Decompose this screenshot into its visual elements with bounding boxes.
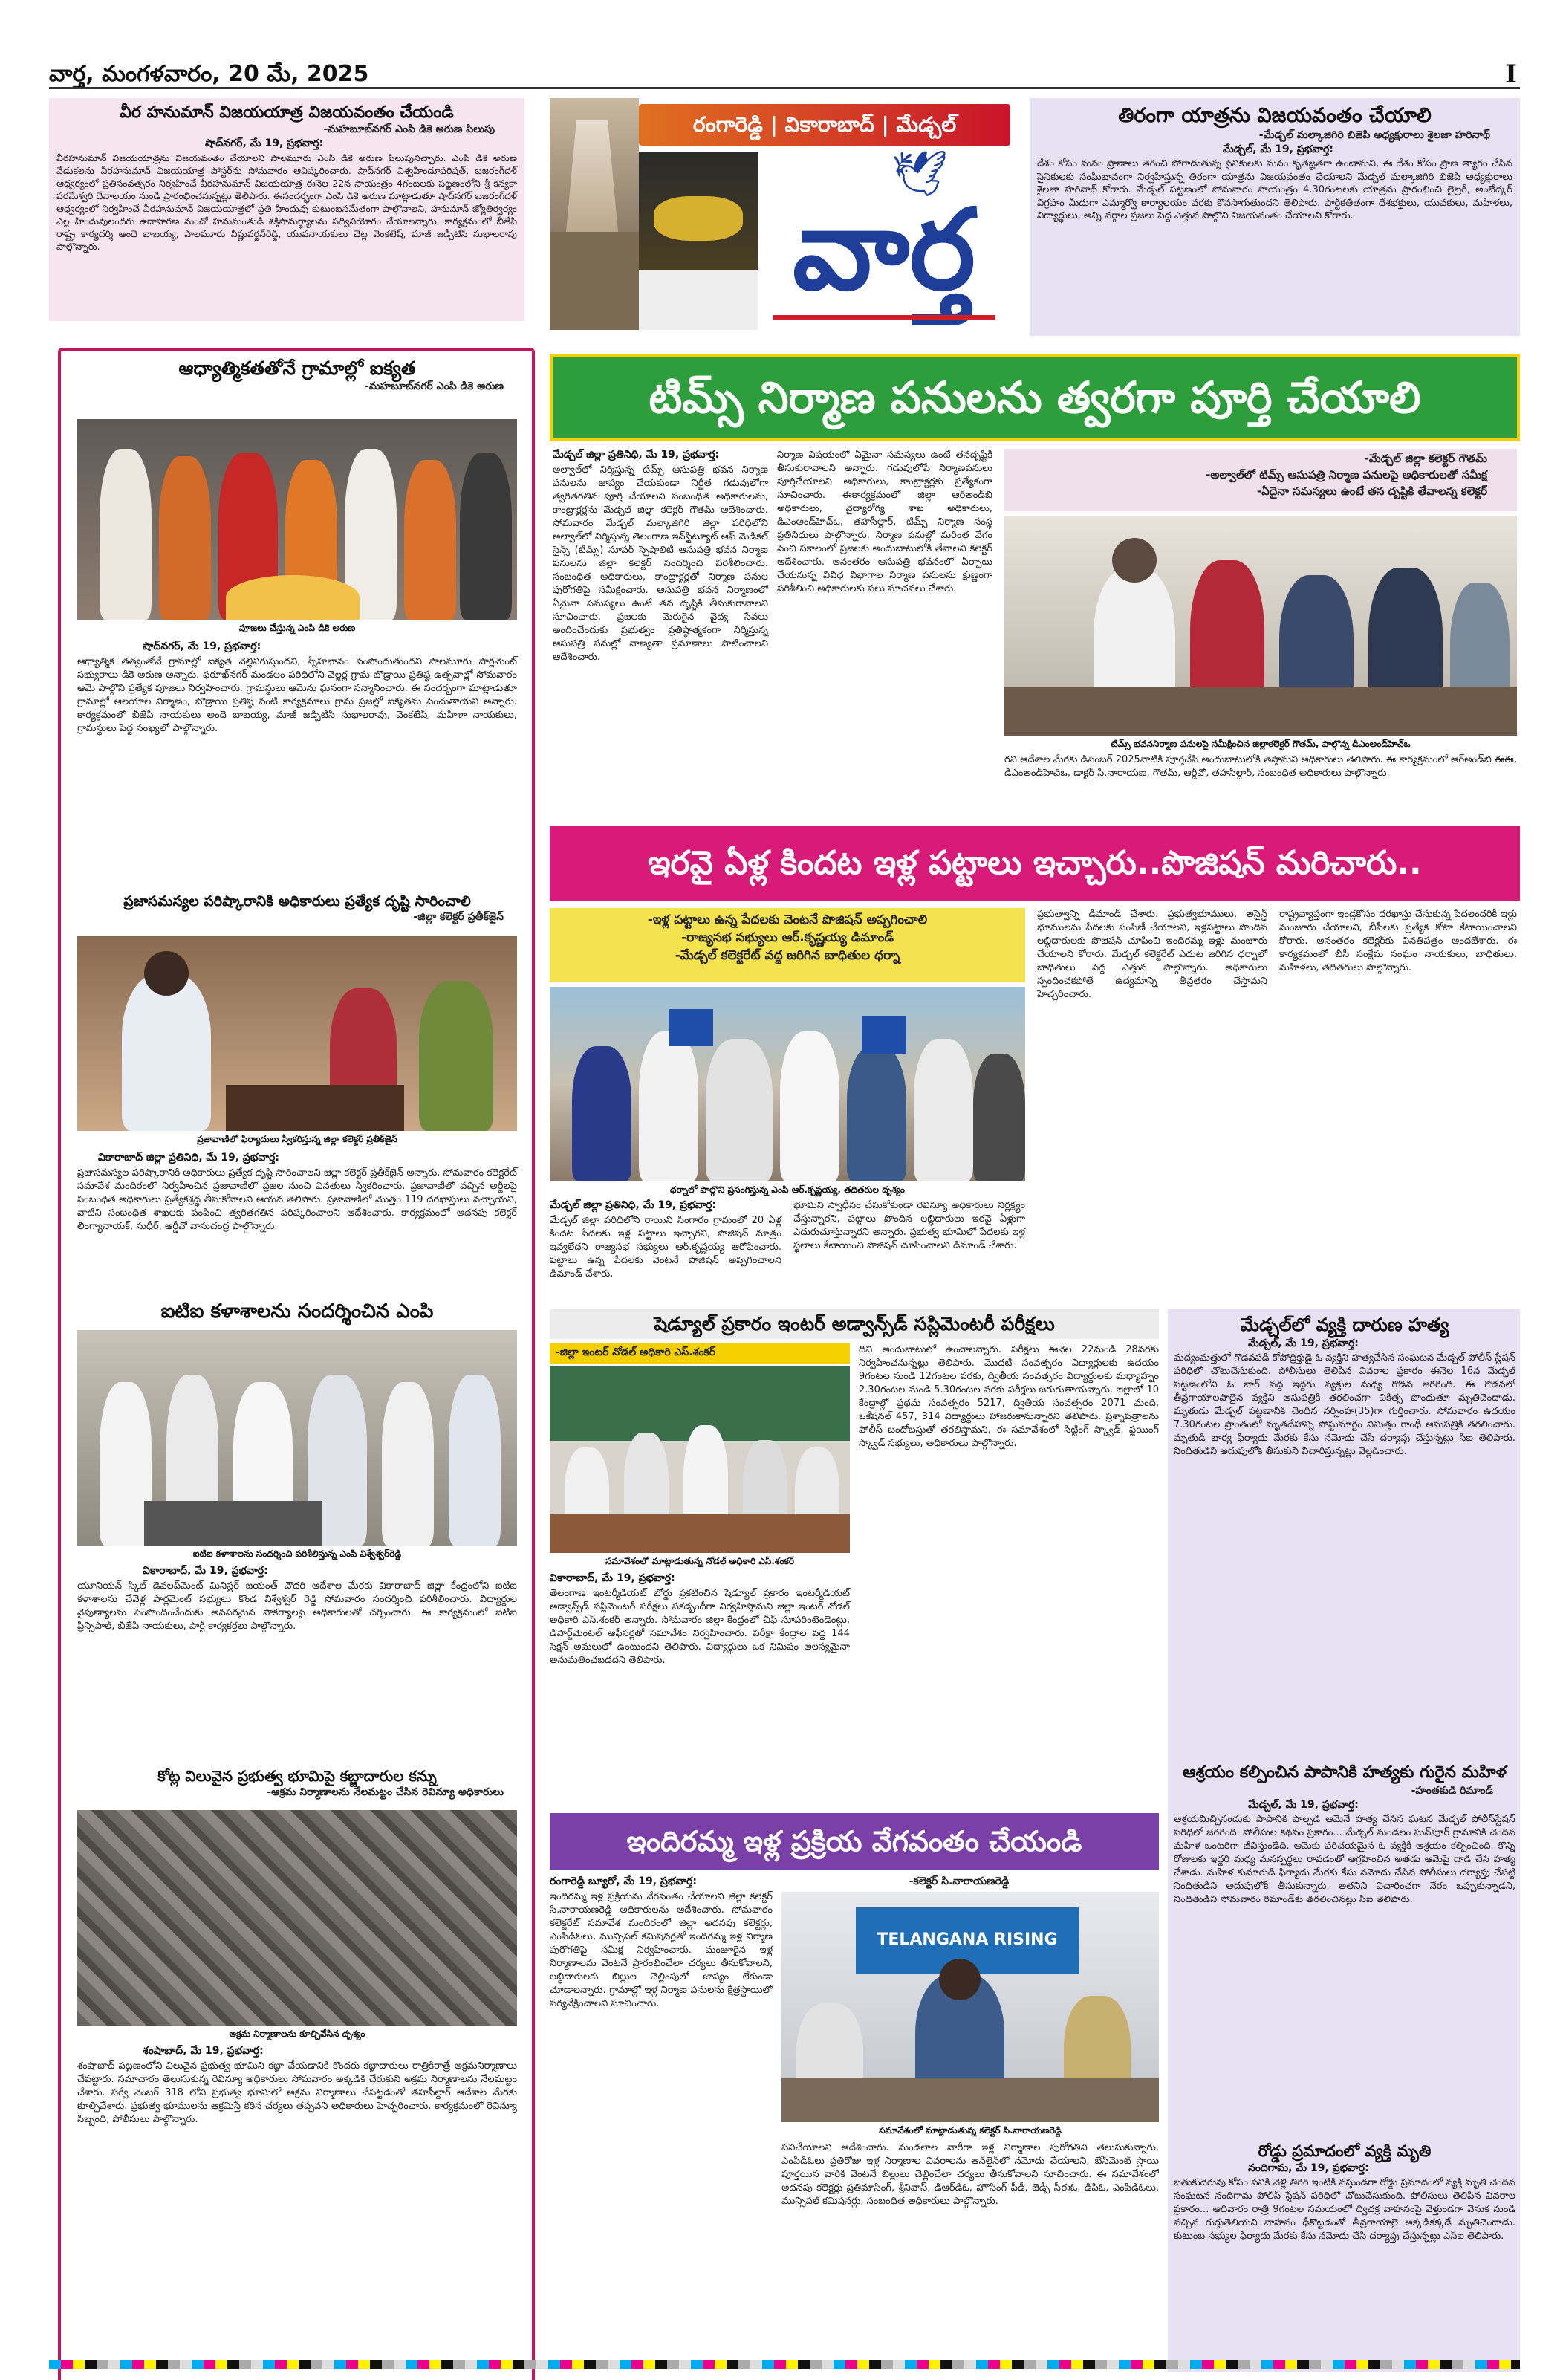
- article-indiramma-subtitle: -కలెక్టర్ సి.నారాయణరెడ్డి: [909, 1875, 1010, 1887]
- article-iti-body: యూనియన్ స్కిల్ డెవలప్‌మెంట్ మినిస్టర్ జయంత్ చౌదరి ఆదేశాల మేరకు వికారాబాద్ జిల్లా కేంద్రంలోని ఐటిఐ కళాశాలను చేవెళ్ల పార్లమెంట్ సభ్యులు కొండ విశ్వేశ్వర్ రెడ్డి సోమవారం సందర్శించి పరిశీలించారు. విద్యార్థుల నైపుణ్యాలను పెంపొందించేందుకు అవసరమైన సౌకర్యాలపై అధికారులతో చర్చించారు. ఈ కార్యక్రమంలో ఐటిఐ ప్రిన్సిపాల్, బీజేపి నాయకులు, పార్టీ కార్యకర్తలు పాల్గొన్నారు.: [77, 1580, 517, 1632]
- temple-tower-icon: [566, 120, 618, 232]
- tims-photo: [1004, 516, 1517, 736]
- article-pattalu-body-col3: ప్రభుత్వాన్ని డిమాండ్ చేశారు. ప్రభుత్వభూములు, అసైన్డ్ భూములను పేదలకు పంపిణీ చేయాలని, ఇళ్లపట్టాలు పొందిన లబ్ధిదారులకు పొజిషన్ చూపించి ఇందిరమ్మ ఇళ్లు మంజూరు చేయాలని కోరారు. మేడ్చల్ కలెక్టరేట్ ఎదుట జరిగిన ధర్నాలో బాధితులు పెద్ద ఎత్తున పాల్గొన్నారు. అధికారులు స్పందించకపోతే ఉద్యమాన్ని తీవ్రతరం చేస్తామని హెచ్చరించారు.: [1037, 909, 1267, 1000]
- inter-photo: [550, 1366, 850, 1553]
- tims-title: టిమ్స్ నిర్మాణ పనులను త్వరగా పూర్తి చేయాలి: [649, 372, 1421, 423]
- tims-photo-caption: టిమ్స్ భవననిర్మాణ పనులపై సమీక్షించిన జిల్లాకలెక్టర్ గౌతమ్, పాల్గొన్న డిఎంఅండ్‌హెచ్‌ఒ: [1111, 739, 1411, 749]
- page-header: [49, 59, 1520, 89]
- article-hanuman-title: వీర హనుమాన్ విజయయాత్ర విజయవంతం చేయండి: [120, 103, 454, 122]
- article-praja-dateline: వికారాబాద్ జిల్లా ప్రతినిధి, మే 19, ప్రభవార్త:: [98, 1152, 279, 1164]
- article-inter-body-col2: దిని అందుబాటులో ఉంచాలన్నారు. పరీక్షలు ఈనెల 22నుండి 28వరకు నిర్వహించనున్నట్లు తెలిపారు. మొదటి సంవత్సరం విద్యార్థులకు ఉదయం 9గంటల నుండి 12గంటల వరకు, ద్వితీయ సంవత్సరం విద్యార్థులకు మధ్యాహ్నం 2.30గంటల నుండి 5.30గంటల వరకు పరీక్షలు జరుగుతాయన్నారు. జిల్లాలో 10 కేంద్రాల్లో ప్రథమ సంవత్సరం 5217, ద్వితీయ సంవత్సరం 2071 మంది, ఒకేషనల్ 457, 314 విద్యార్థులు హాజరుకానున్నారని తెలిపారు. ప్రశ్నాపత్రాలను పోలీస్ బందోబస్తుతో తరలిస్తామని, ఈ సమావేశంలో సిట్టింగ్ స్క్వాడ్, ఫ్లయింగ్ స్క్వాడ్ సభ్యులు, అధికారులు పాల్గొన్నారు.: [859, 1344, 1159, 1449]
- kolla-photo: [77, 1810, 517, 2026]
- article-murder-title: మేడ్చల్‌లో వ్యక్తి దారుణ హత్య: [1240, 1314, 1449, 1335]
- article-ashrayam-subtitle: -హంతకుడి రిమాండ్: [1411, 1785, 1493, 1797]
- article-kolla-subtitle: -ఆక్రమ నిర్మాణాలను నేలమట్టం చేసిన రెవిన్యూ అధికారులు: [267, 1786, 504, 1798]
- pattalu-photo: [550, 987, 1025, 1181]
- indiramma-banner: [550, 1813, 1159, 1870]
- article-inter: [550, 1309, 1159, 1807]
- article-tims: [550, 449, 1520, 813]
- page-number: I: [1505, 59, 1517, 89]
- article-spiritual-body: ఆధ్యాత్మిక తత్వంతోనే గ్రామాల్లో ఐక్యత వెల్లివిరుస్తుందని, స్నేహభావం పెంపొందుతుందని పాలమూరు పార్లమెంట్ సభ్యురాలు డికె అరుణ అన్నారు. ఫరూఖ్‌నగర్ మండలం పరిధిలోని వెల్జర్ల గ్రామ బొడ్రాయి ప్రతిష్ఠ ఉత్సవాల్లో సోమవారం ఆమె పాల్గొని ప్రత్యేక పూజలు నిర్వహించారు. గ్రామస్థులు ఆమెను ఘనంగా సన్మానించారు. ఈ సందర్భంగా మాట్లాడుతూ గ్రామాల్లో ఆలయాల నిర్మాణం, బొడ్రాయి ప్రతిష్ఠ వంటి కార్యక్రమాలు గ్రామ ప్రజల్లో ఐక్యతను పెంచుతాయని అన్నారు. కార్యక్రమంలో బీజేపి నాయకులు అందె బాబయ్య, మాజీ జడ్పీటీసీ సుభాలరావు, వెంకటేష్, మహిళా నాయకులు, గ్రామస్థులు పెద్ద సంఖ్యలో పాల్గొన్నారు.: [77, 656, 517, 734]
- article-road-dateline: నందిగామ, మే 19, ప్రభవార్త:: [1248, 2162, 1369, 2174]
- article-kolla-dateline: శంషాబాద్, మే 19, ప్రభవార్త:: [143, 2045, 264, 2057]
- article-spiritual: [68, 357, 526, 892]
- indiramma-screen: TELANGANA RISING: [856, 1907, 1079, 1974]
- spiritual-photo: [77, 419, 517, 620]
- indiramma-title: ఇందిరమ్మ ఇళ్ల ప్రక్రియ వేగవంతం చేయండి: [626, 1825, 1082, 1858]
- spiritual-photo-caption: పూజలు చేస్తున్న ఎంపి డికె అరుణ: [238, 623, 356, 633]
- vishnu-idol-photo: [639, 152, 758, 330]
- article-murder: [1174, 1312, 1515, 1758]
- article-murder-body: మద్యంమత్తులో గొడవపడి కోపోద్రిక్తుడై ఓ వ్యక్తిని హత్యచేసిన సంఘటన మేడ్చల్ పోలీస్ స్టేషన్ పరిధిలో చోటుచేసుకుంది. పోలీసులు తెలిపిన వివరాల ప్రకారం ఈనెల 16న మేడ్చల్ పట్టణంలోని ఓ బార్ వద్ద ఇద్దరు వ్యక్తుల మధ్య గొడవ జరిగింది. ఈ గొడవలో తీవ్రగాయాలపాలైన వ్యక్తిని ఆసుపత్రికి తరలించగా చికిత్స పొందుతూ మృతిచెందాడు. మృతుడు మేడ్చల్ పట్టణానికి చెందిన నర్సింహ(35)గా గుర్తించారు. సోమవారం ఉదయం 7.30గంటల ప్రాంతంలో మృతదేహాన్ని పోస్టుమార్టం నిమిత్తం గాంధీ ఆసుపత్రికి తరలించారు. మృతుడి భార్య ఫిర్యాదు మేరకు కేసు నమోదు చేసి దర్యాప్తు చేస్తున్నట్లు సిఐ తెలిపారు. నిందితుడిని అదుపులోకి తీసుకుని విచారిస్తున్నట్లు వెల్లడించారు.: [1174, 1352, 1515, 1457]
- article-pattalu-body-col4: రాష్ట్రవ్యాప్తంగా ఇండ్లకోసం దరఖాస్తు చేసుకున్న పేదలందరికీ ఇళ్లు మంజూరు చేయాలని, బీసీలకు ప్రత్యేక కోటా కేటాయించాలని కోరారు. అనంతరం కలెక్టర్‌కు వినతిపత్రం అందజేశారు. ఈ కార్యక్రమంలో బీసీ సంక్షేమ సంఘం నాయకులు, బాధితులు, మహిళలు, తదితరులు పాల్గొన్నారు.: [1279, 909, 1517, 973]
- tims-subhead-1: -మేడ్చల్ జిల్లా కలెక్టర్ గౌతమ్: [1364, 452, 1487, 465]
- article-spiritual-title: ఆధ్యాత్మికతతోనే గ్రామాల్లో ఐక్యత: [178, 357, 416, 379]
- article-kolla-title: కోట్ల విలువైన ప్రభుత్వ భూమిపై కబ్జాదారుల కన్ను: [157, 1767, 437, 1785]
- article-murder-dateline: మేడ్చల్, మే 19, ప్రభవార్త:: [1248, 1337, 1359, 1349]
- article-iti-dateline: వికారాబాద్, మే 19, ప్రభవార్త:: [143, 1565, 268, 1577]
- article-road: [1174, 2140, 1515, 2367]
- article-inter-body-col1: తెలంగాణ ఇంటర్మీడియట్ బోర్డు ప్రకటించిన షెడ్యూల్ ప్రకారం ఇంటర్మీడియట్ అడ్వాన్స్‌డ్ సప్లిమెంటరీ పరీక్షలు పకడ్బందీగా నిర్వహిస్తామని జిల్లా ఇంటర్ నోడల్ అధికారి ఎస్.శంకర్ అన్నారు. సోమవారం జిల్లా కేంద్రంలో చీఫ్ సూపరింటెండెంట్లు, డిపార్ట్‌మెంటల్ ఆఫీసర్లతో సమావేశం నిర్వహించారు. పరీక్షా కేంద్రాల వద్ద 144 సెక్షన్ అమలులో ఉంటుందని తెలిపారు. విద్యార్థులు ఒక నిమిషం ఆలస్యమైనా అనుమతించబడదని తెలిపారు.: [550, 1588, 850, 1666]
- article-spiritual-subtitle: -మహబూబ్‌నగర్ ఎంపి డికె అరుణ: [365, 380, 504, 392]
- article-inter-subtitle: -జిల్లా ఇంటర్ నోడల్ అధికారి ఎస్.శంకర్: [550, 1343, 850, 1364]
- tims-subheads: [1004, 449, 1517, 511]
- article-praja-subtitle: -జిల్లా కలెక్టర్ ప్రతీక్‌జైన్: [413, 911, 504, 923]
- article-spiritual-dateline: షాద్‌నగర్, మే 19, ప్రభవార్త:: [143, 641, 261, 652]
- masthead-logo-block: [550, 98, 1010, 330]
- article-pattalu-body-col1: మేడ్చల్ జిల్లా పరిధిలోని రాయిని సింగారం గ్రామంలో 20 ఏళ్ల కిందట పేదలకు ఇళ్ల పట్టాలు ఇచ్చారని, పొజిషన్ మాత్రం ఇవ్వలేదని రాజ్యసభ సభ్యులు ఆర్.కృష్ణయ్య ఆరోపించారు. పట్టాలు ఉన్న పేదలకు వెంటనే పొజిషన్ అప్పగించాలని డిమాండ్ చేశారు.: [550, 1215, 782, 1280]
- article-tims-dateline: మేడ్చల్ జిల్లా ప్రతినిధి, మే 19, ప్రభవార్త:: [553, 449, 720, 461]
- tims-subhead-3: -ఏదైనా సమస్యలు ఉంటే తన దృష్టికి తేవాలన్న కలెక్టర్: [1256, 484, 1487, 498]
- article-tiranga-subtitle: -మేడ్చల్ మల్కాజిగిరి బిజెపి అధ్యక్షురాలు శైలజా హరినాథ్: [1258, 129, 1490, 141]
- dove-icon: 🕊: [891, 148, 949, 200]
- pattalu-subhead-2: -రాజ్యసభ సభ్యులు ఆర్.కృష్ణయ్య డిమాండ్: [681, 930, 894, 945]
- article-ashrayam-title: ఆశ్రయం కల్పించిన పాపానికి హత్యకు గురైన మహిళ: [1182, 1763, 1507, 1782]
- pattalu-title: ఇరవై ఏళ్ల కిందట ఇళ్ల పట్టాలు ఇచ్చారు..పొజిషన్ మరిచారు..: [648, 844, 1422, 882]
- pattalu-subhead-1: -ఇళ్ల పట్టాలు ఉన్న పేదలకు వెంటనే పొజిషన్ అప్పగించాలి: [647, 912, 928, 927]
- article-pattalu: [550, 908, 1520, 1302]
- article-indiramma-body-col2: పనిచేయాలని ఆదేశించారు. మండలాల వారీగా ఇళ్ల నిర్మాణాల పురోగతిని తెలుసుకున్నారు. ఎంపిడిఓలు ప్రతిరోజు ఇళ్ల నిర్మాణాల వివరాలను ఆన్‌లైన్‌లో నమోదు చేయాలని, బేస్‌మెంట్ స్థాయి పూర్తయిన వారికి వెంటనే బిల్లులు చెల్లించేలా చర్యలు తీసుకోవాలని సూచించారు. ఈ సమావేశంలో అదనపు కలెక్టర్లు ప్రతిమాసింగ్, శ్రీనివాస్, డిఆర్‌డిఓ, హౌసింగ్ పీడీ, జెడ్పీ సీఈఓ, డిపిఓ, ఎంపిడిఓలు, మున్సిపల్ కమిషనర్లు, సంబంధిత అధికారులు పాల్గొన్నారు.: [782, 2142, 1159, 2207]
- article-road-body: బతుకుదెరువు కోసం పనికి వెళ్లి తిరిగి ఇంటికి వస్తుండగా రోడ్డు ప్రమాదంలో వ్యక్తి మృతి చెందిన సంఘటన నందిగామ పోలీస్ స్టేషన్ పరిధిలో చోటుచేసుకుంది. పోలీసులు తెలిపిన వివరాల ప్రకారం... ఆదివారం రాత్రి 9గంటల సమయంలో ద్విచక్ర వాహనంపై వెళ్తుండగా వెనుక నుండి వచ్చిన గుర్తుతెలియని వాహనం ఢీకొట్టడంతో తీవ్రగాయాలై అక్కడికక్కడే మృతిచెందాడు. కుటుంబ సభ్యుల ఫిర్యాదు మేరకు కేసు నమోదు చేసి దర్యాప్తు చేస్తున్నట్లు ఎస్‌ఐ తెలిపారు.: [1174, 2177, 1515, 2242]
- article-hanuman: [49, 98, 524, 321]
- registration-marks: [49, 2355, 1520, 2373]
- iti-photo-caption: ఐటిఐ కళాశాలను సందర్శించి పరిశీలిస్తున్న ఎంపి విశ్వేశ్వర్‌రెడ్డి: [192, 1549, 402, 1559]
- article-kolla: [68, 1765, 526, 2375]
- temple-photo: [550, 98, 639, 330]
- pattalu-subhead-3: -మేడ్చల్ కలెక్టరేట్ వద్ద జరిగిన బాధితుల ధర్నా: [675, 948, 900, 963]
- pattalu-photo-caption: ధర్నాలో పాల్గొని ప్రసంగిస్తున్న ఎంపి ఆర్.కృష్ణయ్య, తదితరుల దృశ్యం: [669, 1184, 905, 1195]
- article-tiranga-body: దేశం కోసం మనం ప్రాణాలు తెగించి పోరాడుతున్న సైనికులకు మనం కృతజ్ఞతగా ఉంటామని, ఈ దేశం కోసం ప్రాణ త్యాగం చేసిన సైనికులకు సంఘీభావంగా నిర్వహిస్తున్న తిరంగా యాత్రను విజయవంతం చేయాలని మేడ్చల్ మల్కాజిగిరి బిజెపి అధ్యక్షురాలు శైలజా హరినాథ్ కోరారు. మేడ్చల్ పట్టణంలో సోమవారం సాయంత్రం 4.30గంటలకు యాత్రను ప్రారంభించి లైబ్రరీ, అంబేద్కర్ విగ్రహం మీదుగా ఎమ్మార్వో కార్యాలయం వరకు కొనసాగుతుందని తెలిపారు. పార్టీకతీతంగా దేశభక్తులు, యువకులు, మహిళలు, విద్యార్థులు, అన్ని వర్గాల ప్రజలు పెద్ద ఎత్తున పాల్గొని విజయవంతం చేయాలని కోరారు.: [1037, 158, 1512, 221]
- tims-subhead-2: -అల్వాల్‌లో టిమ్స్ ఆసుపత్రి నిర్మాణ పనులపై అధికారులతో సమీక్ష: [1206, 468, 1487, 481]
- article-tiranga-dateline: మేడ్చల్, మే 19, ప్రభవార్త:: [1223, 143, 1333, 155]
- pattalu-banner: [550, 826, 1520, 901]
- article-tims-body-col1: అల్వాల్‌లో నిర్మిస్తున్న టిమ్స్ ఆసుపత్రి భవన నిర్మాణ పనులను జాప్యం చేయకుండా నిర్ణీత గడువులోగా త్వరితగతిన పూర్తి చేయాలని సంబంధిత అధికారులను, కాంట్రాక్టర్లను మేడ్చల్ జిల్లా కలెక్టర్ గౌతమ్ ఆదేశించారు. సోమవారం మేడ్చల్ మల్కాజిగిరి జిల్లా పరిధిలోని అల్వాల్‌లో నిర్మిస్తున్న తెలంగాణ ఇన్‌స్టిట్యూట్ ఆఫ్ మెడికల్ సైన్స్ (టిమ్స్) సూపర్ స్పెషాలిటీ ఆసుపత్రి భవన నిర్మాణ పనులను జిల్లా కలెక్టర్ సందర్శించి పరిశీలించారు. సంబంధిత అధికారులు, కాంట్రాక్టర్లతో నిర్మాణ పనుల పురోగతిపై సమీక్షించారు. ఆసుపత్రి భవన నిర్మాణంలో ఏమైనా సమస్యలు ఉంటే తన దృష్టికి తీసుకురావాలని సూచించారు. ప్రజలకు మెరుగైన వైద్య సేవలు అందించేందుకు ప్రభుత్వం ప్రతిష్ఠాత్మకంగా నిర్మిస్తున్న ఆసుపత్రి పనుల్లో నాణ్యతా ప్రమాణాలు పాటించాలని ఆదేశించారు.: [553, 464, 768, 663]
- article-inter-title: షెడ్యూల్ ప్రకారం ఇంటర్ అడ్వాన్స్‌డ్ సప్లిమెంటరీ పరీక్షలు: [550, 1309, 1159, 1339]
- article-ashrayam-body: ఆశ్రయమిచ్చినందుకు పాపానికి పాల్పడి ఆమెనే హత్య చేసిన ఘటన మేడ్చల్ పోలీస్‌స్టేషన్ పరిధిలో జరిగింది. పోలీసుల కథనం ప్రకారం... మేడ్చల్ మండలం ఘన్‌పూర్ గ్రామానికి చెందిన మహిళ ఒంటరిగా జీవిస్తుండేది. ఆమెకు పరిచయమైన ఓ వ్యక్తికి ఆశ్రయం కల్పించింది. కొన్ని రోజులకు ఇద్దరి మధ్య మనస్పర్థలు రావడంతో ఆగ్రహించిన అతడు ఆమెపై దాడి చేసి హత్య చేశాడు. మహిళ కుమారుడి ఫిర్యాదు మేరకు కేసు నమోదు చేసిన పోలీసులు దర్యాప్తు చేపట్టి నిందితుడిని అదుపులోకి తీసుకున్నారు. అతనిని విచారించగా నేరం ఒప్పుకున్నాడని, నిందితుడిని సోమవారం రిమాండ్‌కు తరలించినట్లు సిఐ తెలిపారు.: [1174, 1814, 1515, 1905]
- praja-photo: [77, 936, 517, 1131]
- article-road-title: రోడ్డు ప్రమాదంలో వ్యక్తి మృతి: [1258, 2142, 1432, 2160]
- indiramma-photo-caption: సమావేశంలో మాట్లాడుతున్న కలెక్టర్ సి.నారాయణరెడ్డి: [879, 2125, 1062, 2136]
- iti-photo: [77, 1330, 517, 1546]
- article-hanuman-subtitle: -మహబూబ్‌నగర్ ఎంపి డికె అరుణ పిలుపు: [323, 123, 495, 135]
- article-pattalu-body-col2: భూమిని స్వాధీనం చేసుకోకుండా రెవిన్యూ అధికారులు నిర్లక్ష్యం చేస్తున్నారని, పట్టాలు పొందిన లబ్ధిదారులు ఇరవై ఏళ్లుగా ఎదురుచూస్తున్నారని అన్నారు. ప్రభుత్వ భూమిలో పేదలకు ఇళ్ల స్థలాలు కేటాయించి పొజిషన్ చూపించాలని డిమాండ్ చేశారు.: [793, 1200, 1025, 1251]
- article-hanuman-dateline: షాద్‌నగర్, మే 19, ప్రభవార్త:: [205, 137, 324, 149]
- article-inter-dateline: వికారాబాద్, మే 19, ప్రభవార్త:: [550, 1572, 675, 1584]
- header-date: వార్త, మంగళవారం, 20 మే, 2025: [49, 61, 369, 87]
- article-tiranga: [1030, 98, 1520, 336]
- kolla-photo-caption: అక్రమ నిర్మాణాలను కూల్చివేసిన దృశ్యం: [229, 2029, 365, 2039]
- article-indiramma: [550, 1875, 1159, 2367]
- article-praja-title: ప్రజాసమస్యల పరిష్కారానికి అధికారులు ప్రత్యేక దృష్టి సారించాలి: [123, 893, 471, 909]
- article-indiramma-dateline: రంగారెడ్డి బ్యూరో, మే 19, ప్రభవార్త:: [550, 1875, 697, 1887]
- article-tiranga-title: తిరంగా యాత్రను విజయవంతం చేయాలి: [1118, 104, 1432, 127]
- article-tims-body-col2: నిర్మాణ విషయంలో ఏమైనా సమస్యలు ఉంటే తనదృష్టికి తీసుకురావాలని అన్నారు. గడువులోపే నిర్మాణపనులు పూర్తిచేయాలని అధికారులు, కాంట్రాక్టర్లకు ప్రత్యేకంగా సూచించారు. ఈకార్యక్రమంలో జిల్లా ఆర్‌అండ్‌బి అధికారులు, వైద్యారోగ్య శాఖ అధికారులు, డిఎంఅండ్‌హెచ్‌ఒ, తహసీల్దార్, టిమ్స్ నిర్మాణ సంస్థ ప్రతినిధులు పాల్గొన్నారు. నిర్మాణ పనుల్లో మరింత వేగం పెంచి సకాలంలో ప్రజలకు అందుబాటులోకి తేవాలని కలెక్టర్ ఆదేశించారు. అనంతరం ఆసుపత్రి భవనంలో ఏర్పాటు చేయనున్న వివిధ విభాగాల నిర్మాణ పనులను క్షుణ్ణంగా పరిశీలించి అధికారులకు పలు సూచనలు చేశారు.: [777, 450, 992, 594]
- article-pattalu-dateline: మేడ్చల్ జిల్లా ప్రతినిధి, మే 19, ప్రభవార్త:: [550, 1199, 717, 1211]
- article-kolla-body: శంషాబాద్ పట్టణంలోని విలువైన ప్రభుత్వ భూమిని కబ్జా చేయడానికి కొందరు కబ్జాదారులు రాత్రికిరాత్రే అక్రమనిర్మాణాలు చేపట్టారు. సమాచారం తెలుసుకున్న రెవిన్యూ అధికారులు సోమవారం అక్కడికి చేరుకుని అక్రమ నిర్మాణాలను నేలమట్టం చేశారు. సర్వే నెంబర్ 318 లోని ప్రభుత్వ భూమిలో అక్రమ నిర్మాణాలు చేపట్టడంతో తహసీల్దార్ ఆదేశాల మేరకు కూల్చివేశారు. ప్రభుత్వ భూములను ఆక్రమిస్తే కఠిన చర్యలు తప్పవని అధికారులు హెచ్చరించారు. కార్యక్రమంలో రెవిన్యూ సిబ్బంది, పోలీసులు పాల్గొన్నారు.: [77, 2060, 517, 2125]
- article-praja-body: ప్రజాసమస్యల పరిష్కారానికి అధికారులు ప్రత్యేక దృష్టి సారించాలని జిల్లా కలెక్టర్ ప్రతీక్‌జైన్ అన్నారు. సోమవారం కలెక్టరేట్ సమావేశ మందిరంలో నిర్వహించిన ప్రజావాణిలో ప్రజల నుంచి వినతులు స్వీకరించారు. ప్రజావాణిలో వచ్చిన అర్జీలపై సంబంధిత అధికారులు ప్రత్యేకశ్రద్ధ తీసుకోవాలని ఆయన తెలిపారు. ప్రజావాణిలో మొత్తం 119 దరఖాస్తులు వచ్చాయని, వాటిని సంబంధిత శాఖలకు పంపించి త్వరితగతిన పరిష్కరించాలని ఆదేశించారు. కార్యక్రమంలో అదనపు కలెక్టర్ లింగ్యానాయక్, సుధీర్, ఆర్డీవో వాసుచంద్ర పాల్గొన్నారు.: [77, 1167, 517, 1232]
- pattalu-subheads: [550, 908, 1025, 982]
- indiramma-photo: [782, 1892, 1159, 2122]
- article-iti-title: ఐటిఐ కళాశాలను సందర్శించిన ఎంపి: [160, 1300, 434, 1323]
- article-iti: [68, 1299, 526, 1754]
- article-praja: [68, 892, 526, 1293]
- article-hanuman-body: వీరహనుమాన్ విజయయాత్రను విజయవంతం చేయాలని పాలమూరు ఎంపి డికె అరుణ పిలుపునిచ్చారు. ఎంపి డికె అరుణ వేడుకలను వీరహనుమాన్ విజయయాత్ర పోస్టర్‌ను సోమవారం ఆవిష్కరించారు. షాద్‌నగర్ విశ్వహిందూపరిషత్, బజరంగ్‌దళ్ ఆధ్వర్యంలో ప్రతిసంవత్సరం నిర్వహించే వీరహనుమాన్ విజయయాత్ర ఈనెల 22న సాయంత్రం 4గంటలకు పట్టణంలోని శ్రీ కన్యకా పరమేశ్వరి దేవాలయం నుండి ప్రారంభించనున్నట్లు తెలిపారు. ఈసందర్భంగా ఎంపి డికె అరుణ మాట్లాడుతూ షాద్‌నగర్ బజరంగ్‌దళ్ ఆధ్వర్యంలో నిర్వహించే వీరహనుమాన్ విజయయాత్రలో ప్రతి హిందువు కుటుంబసమేతంగా పాల్గొనాలని, హనుమాన్ జ్యోతిర్వర్యం ఎల్ల హిందువులందరు ఉదాహరణ నుంచో హనుమంతుడి శక్తిసామర్థ్యాలను సద్వినియోగం చేయాలన్నారు. కార్యక్రమంలో బీజేపి రాష్ట్ర కార్యదర్శి ఆందె బాబయ్య, పాలమూరు విష్ణువర్ధన్‌రెడ్డి, యువనాయకులు చెట్ల వెంకటేష్, మాజీ జడ్పీటిసి సుభాలరావు పాల్గొన్నారు.: [56, 152, 517, 252]
- district-banner: రంగారెడ్డి | వికారాబాద్ | మేడ్చల్: [639, 104, 1010, 146]
- inter-photo-caption: సమావేశంలో మాట్లాడుతున్న నోడల్ అధికారి ఎస్.శంకర్: [605, 1556, 794, 1566]
- newspaper-logo: వార్త: [792, 186, 976, 315]
- article-tims-body-col3: రని ఆదేశాల మేరకు డిసెంబర్ 2025నాటికి పూర్తిచేసి అందుబాటులోకి తెస్తామని అధికారులు తెలిపారు. ఈ కార్యక్రమంలో ఆర్‌అండ్‌బి ఈఈ, డిఎంఅండ్‌హెచ్‌ఒ, డాక్టర్ సి.నారాయణ, గౌతమ్, ఆర్డీవో, తహసీల్దార్, సంబంధిత అధికారులు పాల్గొన్నారు.: [1004, 754, 1517, 779]
- article-indiramma-body-col1: ఇందిరమ్మ ఇళ్ల ప్రక్రియను వేగవంతం చేయాలని జిల్లా కలెక్టర్ సి.నారాయణరెడ్డి అధికారులను ఆదేశించారు. సోమవారం కలెక్టరేట్ సమావేశ మందిరంలో జిల్లా అదనపు కలెక్టర్లు, ఎంపిడిఓలు, మున్సిపల్ కమిషనర్లతో ఇందిరమ్మ ఇళ్ల నిర్మాణ పురోగతిపై సమీక్ష నిర్వహించారు. మంజూరైన ఇళ్ల నిర్మాణాలను వెంటనే ప్రారంభించేలా చర్యలు తీసుకోవాలని, లబ్ధిదారులకు బిల్లుల చెల్లింపులో జాప్యం లేకుండా చూడాలన్నారు. గ్రామాల్లో ఇళ్ల నిర్మాణ పనులను క్షేత్రస్థాయిలో పర్యవేక్షించాలని సూచించారు.: [550, 1891, 773, 2009]
- article-ashrayam-dateline: మేడ్చల్, మే 19, ప్రభవార్త:: [1248, 1799, 1359, 1811]
- praja-photo-caption: ప్రజావాణిలో ఫిర్యాదులు స్వీకరిస్తున్న జిల్లా కలెక్టర్ ప్రతీక్‌జైన్: [197, 1134, 397, 1144]
- tims-banner: [550, 354, 1520, 441]
- article-ashrayam: [1174, 1761, 1515, 2133]
